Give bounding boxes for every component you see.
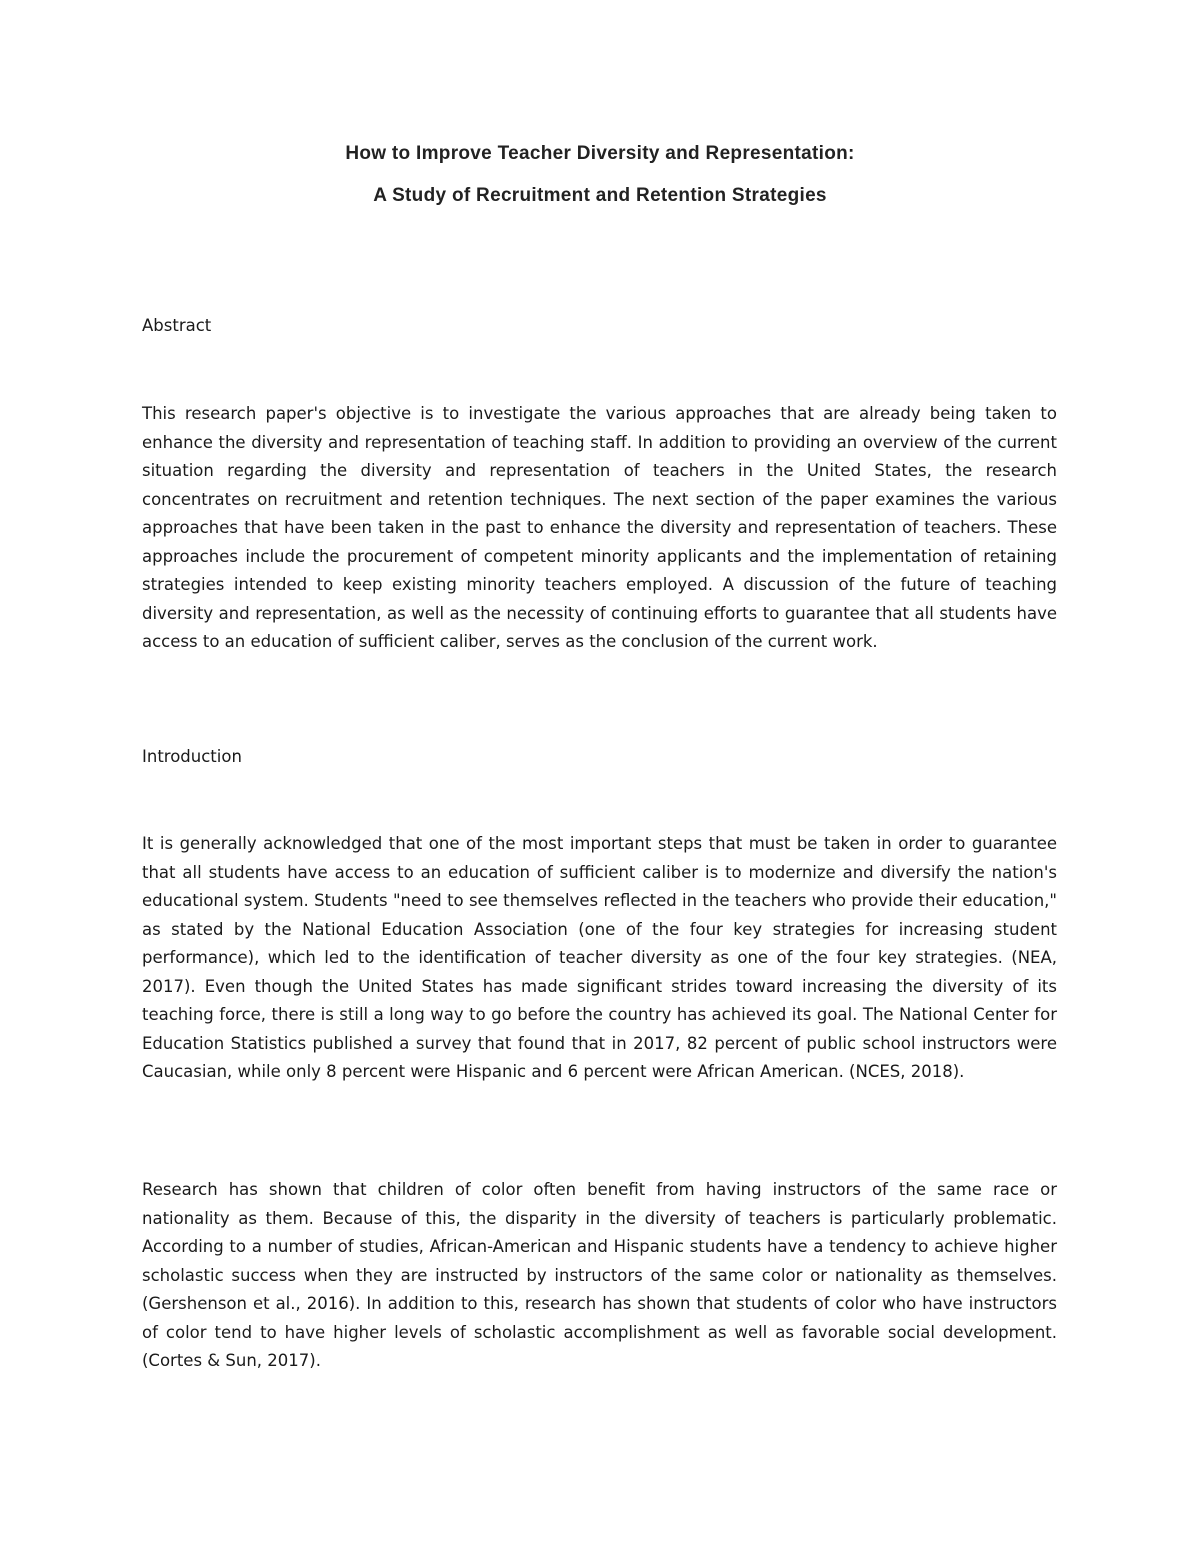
- abstract-heading: Abstract: [142, 316, 212, 335]
- title-line-1: How to Improve Teacher Diversity and Representation:: [345, 143, 855, 164]
- introduction-paragraph-2: Research has shown that children of color often benefit from having instructors of the same race or nationality as them. Because of this, the disparity in the diversity of teachers is particularly problematic. According to a number of studies, African-American and Hispanic students have a tendency to achieve higher scholastic success when they are instructed by instructors of the same color or nationality as themselves. (Gershenson et al., 2016). In addition to this, research has shown that students of color who have instructors of color tend to have higher levels of scholastic accomplishment as well as favorable social development. (Cortes & Sun, 2017).: [142, 1180, 1057, 1370]
- title-line-2: A Study of Recruitment and Retention Strategies: [373, 185, 827, 206]
- introduction-paragraph-1: It is generally acknowledged that one of the most important steps that must be taken in order to guarantee that all students have access to an education of sufficient caliber is to modernize and diversify the nation's educational system. Students "need to see themselves reflected in the teachers who provide their education," as stated by the National Education Association (one of the four key strategies for increasing student performance), which led to the identification of teacher diversity as one of the four key strategies. (NEA, 2017). Even though the United States has made significant strides toward increasing the diversity of its teaching force, there is still a long way to go before the country has achieved its goal. The National Center for Education Statistics published a survey that found that in 2017, 82 percent of public school instructors were Caucasian, while only 8 percent were Hispanic and 6 percent were African American. (NCES, 2018).: [142, 834, 1057, 1081]
- introduction-heading: Introduction: [142, 747, 242, 766]
- document-title: [0, 140, 1200, 210]
- abstract-paragraph: This research paper's objective is to investigate the various approaches that are already being taken to enhance the diversity and representation of teaching staff. In addition to providing an overview of the current situation regarding the diversity and representation of teachers in the United States, the research concentrates on recruitment and retention techniques. The next section of the paper examines the various approaches that have been taken in the past to enhance the diversity and representation of teachers. These approaches include the procurement of competent minority applicants and the implementation of retaining strategies intended to keep existing minority teachers employed. A discussion of the future of teaching diversity and representation, as well as the necessity of continuing efforts to guarantee that all students have access to an education of sufficient caliber, serves as the conclusion of the current work.: [142, 404, 1057, 651]
